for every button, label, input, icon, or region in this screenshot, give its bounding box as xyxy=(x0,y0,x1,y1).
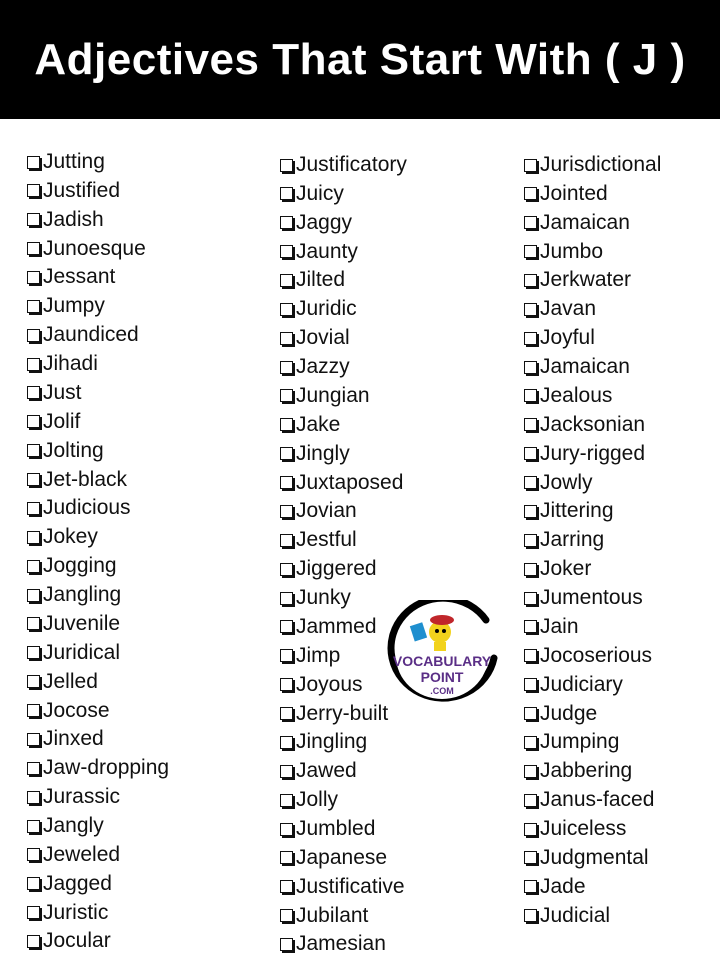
word-label: Jingly xyxy=(296,441,350,465)
checkbox-icon xyxy=(280,707,293,720)
checkbox-icon xyxy=(280,851,293,864)
word-label: Junoesque xyxy=(43,236,146,260)
word-item xyxy=(523,815,626,843)
checkbox-icon xyxy=(280,505,293,518)
word-label: Jumentous xyxy=(540,586,643,610)
word-item xyxy=(26,494,131,522)
word-item xyxy=(26,206,104,234)
word-item xyxy=(279,353,350,381)
word-item xyxy=(26,783,120,811)
word-label: Jacksonian xyxy=(540,412,646,436)
word-label: Justificative xyxy=(296,874,405,898)
checkbox-icon xyxy=(524,736,537,749)
logo-text-com: .COM xyxy=(430,686,454,696)
word-label: Joyful xyxy=(540,326,595,350)
word-label: Jolif xyxy=(43,409,81,433)
word-item xyxy=(279,440,350,468)
checkbox-icon xyxy=(27,329,40,342)
word-item xyxy=(279,238,358,266)
word-label: Jade xyxy=(540,874,586,898)
word-item xyxy=(26,639,120,667)
word-label: Jumbled xyxy=(296,817,376,840)
word-label: Jerkwater xyxy=(540,268,632,292)
checkbox-icon xyxy=(524,678,537,691)
word-label: Jangly xyxy=(43,814,104,837)
word-label: Jointed xyxy=(540,181,608,205)
checkbox-icon xyxy=(280,592,293,605)
checkbox-icon xyxy=(524,274,537,287)
word-label: Justified xyxy=(43,178,121,202)
word-label: Jurisdictional xyxy=(540,153,662,176)
word-item xyxy=(523,757,632,785)
word-label: Jabbering xyxy=(540,759,633,783)
word-label: Jealous xyxy=(540,383,613,407)
word-label: Jain xyxy=(540,614,579,638)
checkbox-icon xyxy=(524,649,537,662)
word-item xyxy=(26,466,127,494)
word-item xyxy=(279,526,357,554)
checkbox-icon xyxy=(524,187,537,200)
checkbox-icon xyxy=(280,620,293,633)
checkbox-icon xyxy=(280,187,293,200)
checkbox-icon xyxy=(27,156,40,169)
word-item xyxy=(26,725,104,753)
checkbox-icon xyxy=(280,418,293,431)
checkbox-icon xyxy=(280,332,293,345)
word-item xyxy=(26,350,98,378)
word-item xyxy=(523,642,652,670)
word-item xyxy=(26,552,117,580)
word-item xyxy=(279,497,357,525)
word-label: Jamaican xyxy=(540,210,630,234)
checkbox-icon xyxy=(27,386,40,399)
word-label: Jamaican xyxy=(540,355,630,379)
checkbox-icon xyxy=(524,159,537,172)
checkbox-icon xyxy=(27,242,40,255)
word-label: Justificatory xyxy=(296,153,407,176)
word-label: Judgmental xyxy=(540,845,649,869)
word-item xyxy=(26,321,139,349)
checkbox-icon xyxy=(27,617,40,630)
word-item xyxy=(279,266,345,294)
checkbox-icon xyxy=(27,820,40,833)
word-label: Jittering xyxy=(540,499,614,523)
word-item xyxy=(523,844,649,872)
word-item xyxy=(523,266,631,294)
word-item xyxy=(26,899,108,927)
checkbox-icon xyxy=(524,303,537,316)
word-item xyxy=(523,353,630,381)
word-label: Jake xyxy=(296,412,341,436)
checkbox-icon xyxy=(280,909,293,922)
checkbox-icon xyxy=(524,361,537,374)
checkbox-icon xyxy=(280,736,293,749)
checkbox-icon xyxy=(280,823,293,836)
word-label: Jungian xyxy=(296,383,370,407)
checkbox-icon xyxy=(27,791,40,804)
word-label: Jubilant xyxy=(296,903,369,927)
word-item xyxy=(279,613,377,641)
word-label: Juicy xyxy=(296,181,344,205)
checkbox-icon xyxy=(524,563,537,576)
word-label: Judicious xyxy=(43,496,131,520)
word-item xyxy=(523,728,619,756)
word-item xyxy=(279,728,367,756)
checkbox-icon xyxy=(27,444,40,457)
word-item xyxy=(279,295,357,323)
checkbox-icon xyxy=(27,531,40,544)
word-item xyxy=(279,757,357,785)
word-label: Judiciary xyxy=(540,672,623,696)
word-label: Juridical xyxy=(43,640,121,664)
word-label: Jurassic xyxy=(43,785,121,809)
word-item xyxy=(26,927,111,955)
checkbox-icon xyxy=(280,245,293,258)
word-label: Jaundiced xyxy=(43,323,139,347)
checkbox-icon xyxy=(524,216,537,229)
checkbox-icon xyxy=(280,447,293,460)
checkbox-icon xyxy=(280,389,293,402)
logo-text-point: POINT xyxy=(420,669,464,685)
word-label: Jocular xyxy=(43,929,111,953)
checkbox-icon xyxy=(280,794,293,807)
word-label: Japanese xyxy=(296,845,388,869)
word-item xyxy=(26,697,110,725)
word-label: Junky xyxy=(296,586,351,610)
word-item xyxy=(279,844,387,872)
word-item xyxy=(523,295,596,323)
word-label: Jazzy xyxy=(296,355,350,379)
checkbox-icon xyxy=(27,646,40,659)
word-label: Jovian xyxy=(296,499,357,523)
checkbox-icon xyxy=(524,447,537,460)
word-label: Jokey xyxy=(43,525,98,549)
word-item xyxy=(26,263,115,291)
checkbox-icon xyxy=(280,563,293,576)
word-item xyxy=(523,382,612,410)
word-label: Juristic xyxy=(43,900,109,924)
word-label: Jogging xyxy=(43,554,117,578)
word-item xyxy=(26,841,120,869)
word-label: Jet-black xyxy=(43,467,128,491)
word-label: Jessant xyxy=(43,265,116,289)
word-label: Jeweled xyxy=(43,842,121,866)
checkbox-icon xyxy=(27,848,40,861)
checkbox-icon xyxy=(27,415,40,428)
word-item xyxy=(26,292,105,320)
word-label: Just xyxy=(43,380,82,404)
checkbox-icon xyxy=(280,303,293,316)
checkbox-icon xyxy=(524,851,537,864)
checkbox-icon xyxy=(27,300,40,313)
checkbox-icon xyxy=(27,906,40,919)
word-item xyxy=(523,238,603,266)
word-label: Juiceless xyxy=(540,817,627,840)
checkbox-icon xyxy=(280,476,293,489)
word-item xyxy=(523,469,593,497)
word-label: Jawed xyxy=(296,759,357,783)
logo-text-vocabulary: VOCABULARY xyxy=(392,653,492,669)
word-item xyxy=(523,786,654,814)
word-label: Joyous xyxy=(296,672,363,696)
word-item xyxy=(523,440,645,468)
word-item xyxy=(523,584,643,612)
word-label: Jarring xyxy=(540,528,605,552)
word-item xyxy=(26,408,80,436)
word-item xyxy=(279,411,340,439)
checkbox-icon xyxy=(524,418,537,431)
checkbox-icon xyxy=(280,274,293,287)
word-label: Jowly xyxy=(540,470,593,494)
word-label: Jaw-dropping xyxy=(43,756,170,780)
word-item xyxy=(279,151,407,179)
checkbox-icon xyxy=(280,159,293,172)
checkbox-icon xyxy=(524,389,537,402)
word-label: Judge xyxy=(540,701,598,725)
word-label: Jocoserious xyxy=(540,643,653,667)
word-item xyxy=(523,671,623,699)
checkbox-icon xyxy=(27,271,40,284)
word-item xyxy=(279,902,368,930)
word-item xyxy=(523,555,591,583)
word-label: Juridic xyxy=(296,297,357,321)
word-item xyxy=(279,873,405,901)
word-item xyxy=(279,469,403,497)
word-label: Jutting xyxy=(43,150,105,173)
word-item xyxy=(279,815,375,843)
checkbox-icon xyxy=(27,560,40,573)
checkbox-icon xyxy=(27,184,40,197)
word-label: Jaggy xyxy=(296,210,353,234)
checkbox-icon xyxy=(524,909,537,922)
word-label: Jelled xyxy=(43,669,98,693)
word-item xyxy=(523,180,608,208)
vocabulary-point-logo xyxy=(382,600,502,710)
word-label: Jiggered xyxy=(296,557,377,581)
word-item xyxy=(26,754,169,782)
word-label: Judicial xyxy=(540,903,611,927)
word-label: Jury-rigged xyxy=(540,441,646,465)
word-item xyxy=(523,324,595,352)
word-item xyxy=(26,148,105,176)
checkbox-icon xyxy=(280,361,293,374)
checkbox-icon xyxy=(27,213,40,226)
word-label: Joker xyxy=(540,557,592,581)
checkbox-icon xyxy=(524,707,537,720)
word-label: Jinxed xyxy=(43,727,104,751)
word-item xyxy=(523,497,614,525)
word-item xyxy=(279,671,363,699)
checkbox-icon xyxy=(524,505,537,518)
word-item xyxy=(26,668,98,696)
word-label: Jerry-built xyxy=(296,701,389,725)
checkbox-icon xyxy=(27,704,40,717)
checkbox-icon xyxy=(27,733,40,746)
word-label: Jumbo xyxy=(540,239,604,263)
checkbox-icon xyxy=(27,935,40,948)
word-label: Jolly xyxy=(296,788,339,812)
checkbox-icon xyxy=(524,476,537,489)
checkbox-icon xyxy=(280,765,293,778)
checkbox-icon xyxy=(524,823,537,836)
checkbox-icon xyxy=(524,880,537,893)
word-item xyxy=(523,411,645,439)
checkbox-icon xyxy=(524,245,537,258)
word-item xyxy=(279,642,340,670)
page-title: Adjectives That Start With ( J ) xyxy=(0,0,720,119)
word-item xyxy=(26,177,120,205)
word-label: Jumping xyxy=(540,730,620,754)
word-item xyxy=(26,610,120,638)
word-item xyxy=(523,526,604,554)
checkbox-icon xyxy=(280,216,293,229)
word-item xyxy=(26,523,98,551)
word-item xyxy=(523,209,630,237)
checkbox-icon xyxy=(524,332,537,345)
word-item xyxy=(279,930,386,958)
word-item xyxy=(26,812,104,840)
word-item xyxy=(279,786,338,814)
checkbox-icon xyxy=(524,765,537,778)
checkbox-icon xyxy=(524,534,537,547)
checkbox-icon xyxy=(27,358,40,371)
checkbox-icon xyxy=(27,473,40,486)
word-label: Jihadi xyxy=(43,352,98,376)
word-label: Jamesian xyxy=(296,932,386,956)
checkbox-icon xyxy=(27,762,40,775)
word-label: Juxtaposed xyxy=(296,470,404,494)
checkbox-icon xyxy=(524,620,537,633)
word-item xyxy=(279,382,370,410)
checkbox-icon xyxy=(280,880,293,893)
checkbox-icon xyxy=(27,675,40,688)
word-label: Jolting xyxy=(43,438,104,462)
checkbox-icon xyxy=(524,794,537,807)
word-item xyxy=(523,613,579,641)
checkbox-icon xyxy=(280,678,293,691)
word-item xyxy=(523,873,586,901)
word-label: Jumpy xyxy=(43,294,105,318)
word-item xyxy=(26,437,104,465)
word-item xyxy=(279,555,377,583)
word-label: Juvenile xyxy=(43,611,121,635)
word-item xyxy=(523,700,597,728)
word-label: Jestful xyxy=(296,528,357,552)
checkbox-icon xyxy=(524,592,537,605)
checkbox-icon xyxy=(27,877,40,890)
word-item xyxy=(26,235,146,263)
word-item xyxy=(279,180,344,208)
word-label: Javan xyxy=(540,297,597,321)
word-item xyxy=(279,209,352,237)
word-label: Jagged xyxy=(43,871,112,895)
word-item xyxy=(279,324,350,352)
word-item xyxy=(26,379,82,407)
checkbox-icon xyxy=(27,502,40,515)
word-item xyxy=(523,902,610,930)
checkbox-icon xyxy=(27,589,40,602)
word-label: Jammed xyxy=(296,614,377,638)
word-label: Jaunty xyxy=(296,239,358,263)
word-item xyxy=(26,581,121,609)
word-label: Janus-faced xyxy=(540,788,655,812)
checkbox-icon xyxy=(280,938,293,951)
checkbox-icon xyxy=(280,534,293,547)
word-item xyxy=(523,151,661,179)
checkbox-icon xyxy=(280,649,293,662)
word-label: Jilted xyxy=(296,268,346,292)
word-item xyxy=(279,584,351,612)
word-label: Jadish xyxy=(43,207,104,231)
word-label: Jimp xyxy=(296,643,341,667)
word-label: Jingling xyxy=(296,730,368,754)
word-label: Jangling xyxy=(43,583,122,607)
word-item xyxy=(26,870,112,898)
word-label: Jovial xyxy=(296,326,350,350)
word-item xyxy=(279,700,388,728)
word-label: Jocose xyxy=(43,698,110,722)
